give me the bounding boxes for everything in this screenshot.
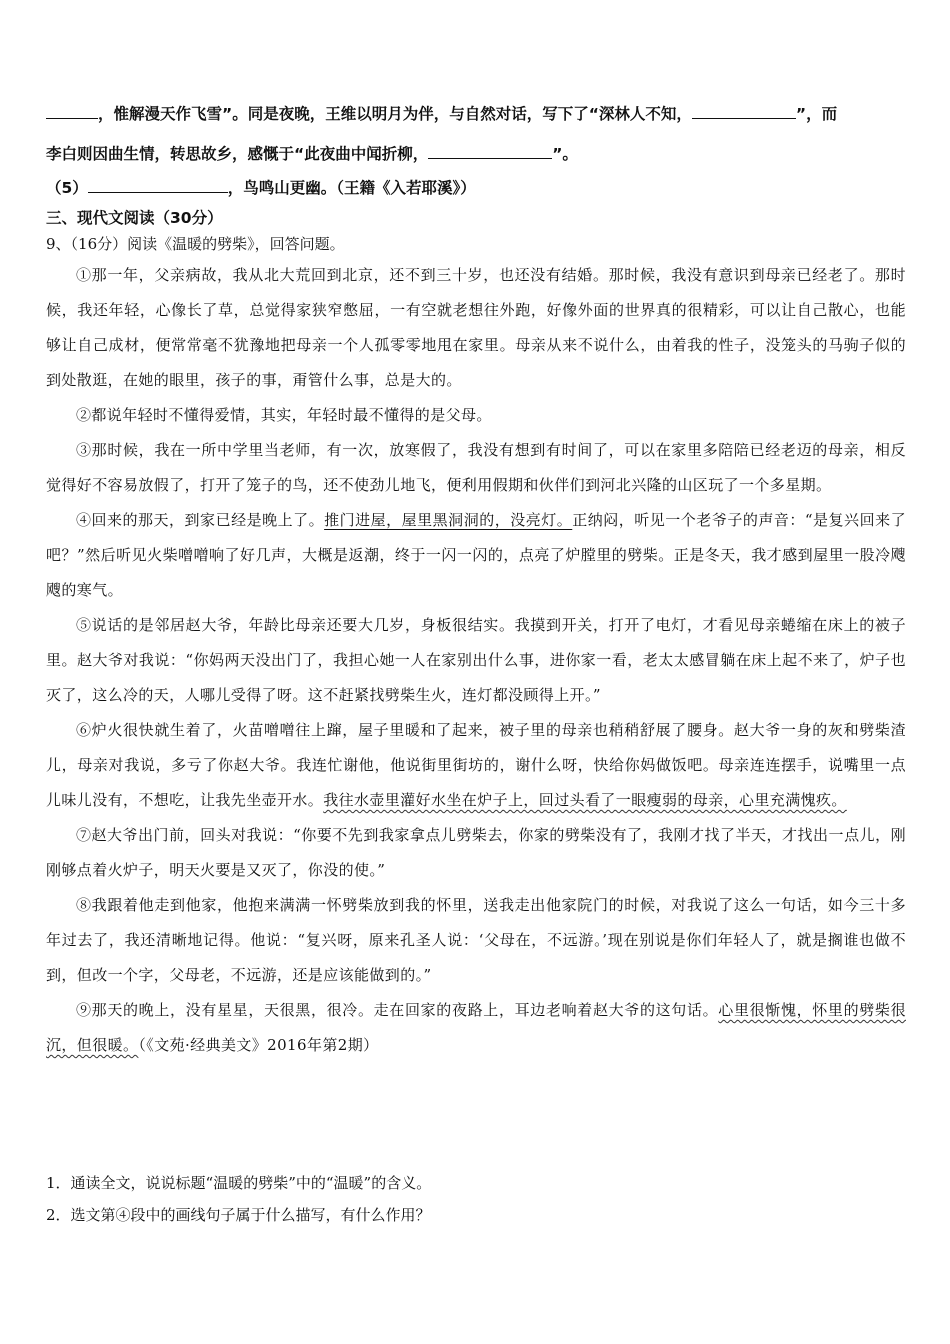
paragraph-5: ⑤说话的是邻居赵大爷，年龄比母亲还要大几岁，身板很结实。我摸到开关，打开了电灯，才看见母亲蜷缩在床上的被子里。赵大爷对我说：“你妈两天没出门了，我担心她一人在家别出什么事，进你家一看，老太太感冒躺在床上起不来了，炉子也灭了，这么冷的天，人哪儿受得了呀。这不赶紧找劈柴生火，连灯都没顾得上开。” xyxy=(46,616,906,704)
wavy-underlined-sentence: 心里很惭愧，怀里的劈柴很沉，但很暖。 xyxy=(46,1001,906,1054)
paragraph-1: ①那一年，父亲病故，我从北大荒回到北京，还不到三十岁，也还没有结婚。那时候，我没有意识到母亲已经老了。那时候，我还年轻，心像长了草，总觉得家狭窄憋屈，一有空就老想往外跑，好像外面的世界真的很精彩，可以让自己散心，也能够让自己成材，便常常毫不犹豫地把母亲一个人孤零零地甩在家里。母亲从来不说什么，由着我的性子，没笼头的马驹子似的到处散逛，在她的眼里，孩子的事，甭管什么事，总是大的。 xyxy=(46,266,906,389)
answer-blank[interactable] xyxy=(692,102,796,119)
answer-blank[interactable] xyxy=(46,102,98,119)
paragraph-3: ③那时候，我在一所中学里当老师，有一次，放寒假了，我没有想到有时间了，可以在家里多陪陪已经老迈的母亲，相反觉得好不容易放假了，打开了笼子的鸟，还不使劲儿地飞，便利用假期和伙伴们到河北兴隆的山区玩了一个多星期。 xyxy=(46,441,906,494)
paragraph-6: ⑥炉火很快就生着了，火苗噌噌往上蹿，屋子里暖和了起来，被子里的母亲也稍稍舒展了腰身。赵大爷一身的灰和劈柴渣儿，母亲对我说，多亏了你赵大爷。我连忙谢他，他说街里街坊的，谢什么呀，快给你妈做饭吧。母亲连连摆手，说嘴里一点儿味儿没有，不想吃，让我先坐壶开水。我往水壶里灌好水坐在炉子上，回过头看了一眼瘦弱的母亲，心里充满愧疚。 xyxy=(46,721,906,809)
section-title: 三、现代文阅读（30分） xyxy=(46,209,223,227)
poetry-fill-line-3: （5） ，鸟鸣山更幽。（王籍《入若耶溪》） xyxy=(46,176,476,199)
wavy-underlined-sentence: 我往水壶里灌好水坐在炉子上，回过头看了一眼瘦弱的母亲，心里充满愧疚。 xyxy=(323,791,847,809)
question-list xyxy=(46,1167,431,1231)
paragraph-8: ⑧我跟着他走到他家，他抱来满满一怀劈柴放到我的怀里，送我走出他家院门的时候，对我说了这么一句话，如今三十多年过去了，我还清晰地记得。他说：“复兴呀，原来孔圣人说：‘父母在，不远游。’现在别说是你们年轻人了，就是搁谁也做不到，但改一个字，父母老，不远游，还是应该能做到的。” xyxy=(46,896,906,984)
paragraph-4: ④回来的那天，到家已经是晚上了。推门进屋，屋里黑洞洞的，没亮灯。正纳闷，听见一个老爷子的声音：“是复兴回来了吧？”然后听见火柴噌噌响了好几声，大概是返潮，终于一闪一闪的，点亮了炉膛里的劈柴。正是冬天，我才感到屋里一股冷飕飕的寒气。 xyxy=(46,511,906,599)
poetry-fill-line-2: 李白则因曲生情，转思故乡，感慨于“此夜曲中闻折柳， ”。 xyxy=(46,142,578,165)
paragraph-2: ②都说年轻时不懂得爱情，其实，年轻时最不懂得的是父母。 xyxy=(76,406,492,424)
underlined-sentence: 推门进屋，屋里黑洞洞的，没亮灯。 xyxy=(324,511,573,529)
answer-blank[interactable] xyxy=(88,176,228,193)
paragraph-7: ⑦赵大爷出门前，回头对我说：“你要不先到我家拿点儿劈柴去，你家的劈柴没有了，我刚才找了半天，才找出一点儿，刚刚够点着火炉子，明天火要是又灭了，你没的使。” xyxy=(46,826,906,879)
question-1: 1．通读全文，说说标题“温暖的劈柴”中的“温暖”的含义。 xyxy=(46,1174,432,1192)
paragraph-9: ⑨那天的晚上，没有星星，天很黑，很冷。走在回家的夜路上，耳边老响着赵大爷的这句话。心里很惭愧，怀里的劈柴很沉，但很暖。（《文苑·经典美文》2016年第2期） xyxy=(46,1001,906,1054)
question-heading: 9、（16分）阅读《温暖的劈柴》，回答问题。 xyxy=(46,235,345,253)
reading-passage xyxy=(46,258,906,1063)
source-citation: （《文苑·经典美文》2016年第2期） xyxy=(138,1036,379,1054)
poetry-fill-line-1: ，惟解漫天作飞雪”。同是夜晚，王维以明月为伴，与自然对话，写下了“深林人不知， ”，而 xyxy=(46,102,837,125)
answer-blank[interactable] xyxy=(428,142,552,159)
question-2: 2．选文第④段中的画线句子属于什么描写，有什么作用？ xyxy=(46,1206,431,1224)
